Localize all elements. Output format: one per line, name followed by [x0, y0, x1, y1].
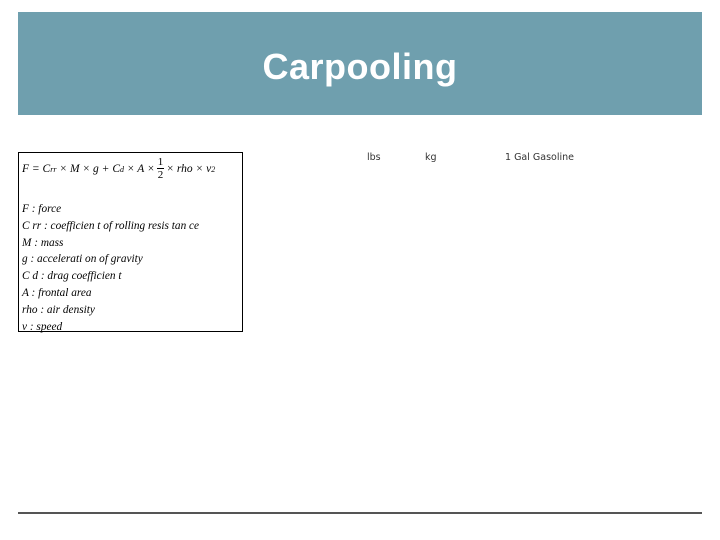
equation-part: × rho × v — [166, 163, 212, 175]
definition-item: g : accelerati on of gravity — [22, 253, 143, 266]
fraction-denominator: 2 — [157, 169, 164, 181]
fraction-numerator: 1 — [157, 156, 164, 168]
definition-item: F : force — [22, 203, 62, 215]
equation-part: × A × — [123, 163, 155, 175]
slide-title: Carpooling — [262, 46, 458, 87]
definition-item: C d : drag coefficien t — [22, 270, 122, 283]
bottom-divider — [18, 512, 702, 514]
definition-item: v : speed — [22, 320, 63, 333]
definition-item: C rr : coefficien t of rolling resis tan ce — [22, 219, 200, 232]
definition-item: M : mass — [22, 236, 64, 249]
equation-exponent: 2 — [211, 164, 216, 174]
fraction — [157, 157, 165, 181]
equation-part: × M × g + C — [56, 163, 120, 175]
formula-image — [18, 152, 243, 332]
definitions-list — [22, 201, 199, 335]
column-label-kg: kg — [425, 152, 437, 163]
column-label-lbs: lbs — [367, 152, 381, 163]
equation-part: F = C — [22, 163, 51, 175]
column-label-gasoline: 1 Gal Gasoline — [505, 152, 574, 163]
definition-item: A : frontal area — [22, 286, 92, 299]
definition-item: rho : air density — [22, 303, 95, 316]
equation-part: d — [119, 164, 124, 174]
force-equation — [22, 157, 215, 181]
equation-part: rr — [50, 164, 57, 174]
